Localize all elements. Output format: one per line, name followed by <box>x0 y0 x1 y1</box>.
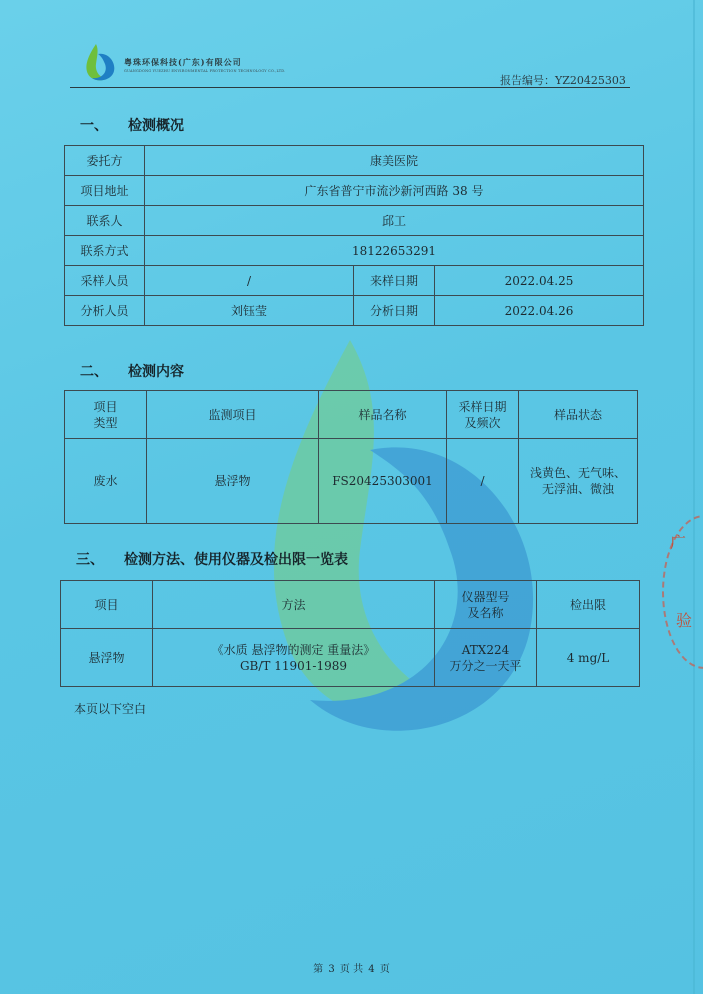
row-sample-name: FS20425303001 <box>319 439 447 524</box>
sampler-label: 采样人员 <box>65 266 145 296</box>
phone-label: 联系方式 <box>65 236 145 266</box>
analyst-value: 刘钰莹 <box>145 296 354 326</box>
client-label: 委托方 <box>65 146 145 176</box>
header-item: 监测项目 <box>147 391 319 439</box>
section2-title-text: 检测内容 <box>128 364 184 380</box>
row-limit: 4 mg/L <box>537 629 640 687</box>
row-type: 废水 <box>65 439 147 524</box>
header-divider <box>70 87 630 88</box>
method-table <box>60 580 640 687</box>
report-number: 报告编号：YZ20425303 <box>500 74 626 87</box>
receive-date-value: 2022.04.25 <box>435 266 644 296</box>
header-method: 方法 <box>153 581 435 629</box>
table-row <box>65 176 644 206</box>
analysis-date-label: 分析日期 <box>354 296 435 326</box>
row-method: 《水质 悬浮物的测定 重量法》 GB/T 11901-1989 <box>153 629 435 687</box>
sampler-value: / <box>145 266 354 296</box>
header-state: 样品状态 <box>519 391 638 439</box>
table-row <box>61 629 640 687</box>
footer-page: 3 <box>328 964 335 975</box>
section3-number: 三、 <box>76 552 104 568</box>
contact-label: 联系人 <box>65 206 145 236</box>
section1-number: 一、 <box>80 118 108 134</box>
contact-value: 邱工 <box>145 206 644 236</box>
row-sampling: / <box>447 439 519 524</box>
section2-title <box>80 361 184 381</box>
header-instrument: 仪器型号 及名称 <box>435 581 537 629</box>
table-row <box>65 439 638 524</box>
table-row <box>65 266 644 296</box>
table-row <box>65 206 644 236</box>
stamp-text-2: 验 <box>676 611 693 630</box>
overview-table <box>64 145 644 326</box>
section2-number: 二、 <box>80 364 108 380</box>
footer-suffix: 页 <box>379 964 390 975</box>
header-sample-name: 样品名称 <box>319 391 447 439</box>
company-name: 粤珠环保科技(广东)有限公司 <box>124 57 242 67</box>
footer-prefix: 第 <box>313 964 324 975</box>
row-state: 浅黄色、无气味、 无浮油、微浊 <box>519 439 638 524</box>
page-footer <box>0 960 703 975</box>
table-row <box>65 146 644 176</box>
table-row <box>65 296 644 326</box>
section3-title-text: 检测方法、使用仪器及检出限一览表 <box>124 552 348 568</box>
phone-value: 18122653291 <box>145 236 644 266</box>
header-item: 项目 <box>61 581 153 629</box>
blank-note: 本页以下空白 <box>74 702 147 716</box>
client-value: 康美医院 <box>145 146 644 176</box>
footer-total: 4 <box>368 964 375 975</box>
company-name-en: GUANGDONG YUEZHU ENVIRONMENTAL PROTECTION TECHNOLOGY CO.,LTD. <box>124 69 286 73</box>
company-logo-icon <box>82 42 116 82</box>
header-type: 项目 类型 <box>65 391 147 439</box>
table-header-row <box>65 391 638 439</box>
content-table <box>64 390 638 524</box>
section1-title-text: 检测概况 <box>128 118 184 134</box>
header-sampling: 采样日期 及频次 <box>447 391 519 439</box>
header-limit: 检出限 <box>537 581 640 629</box>
address-value: 广东省普宁市流沙新河西路 38 号 <box>145 176 644 206</box>
footer-mid: 页 共 <box>339 964 364 975</box>
receive-date-label: 来样日期 <box>354 266 435 296</box>
table-header-row <box>61 581 640 629</box>
analyst-label: 分析人员 <box>65 296 145 326</box>
table-row <box>65 236 644 266</box>
address-label: 项目地址 <box>65 176 145 206</box>
section1-title <box>80 115 184 135</box>
row-item: 悬浮物 <box>147 439 319 524</box>
row-item: 悬浮物 <box>61 629 153 687</box>
row-instrument: ATX224 万分之一天平 <box>435 629 537 687</box>
analysis-date-value: 2022.04.26 <box>435 296 644 326</box>
page-edge <box>693 0 695 994</box>
stamp-text-1: 广 <box>670 533 687 552</box>
section3-title <box>76 549 348 569</box>
